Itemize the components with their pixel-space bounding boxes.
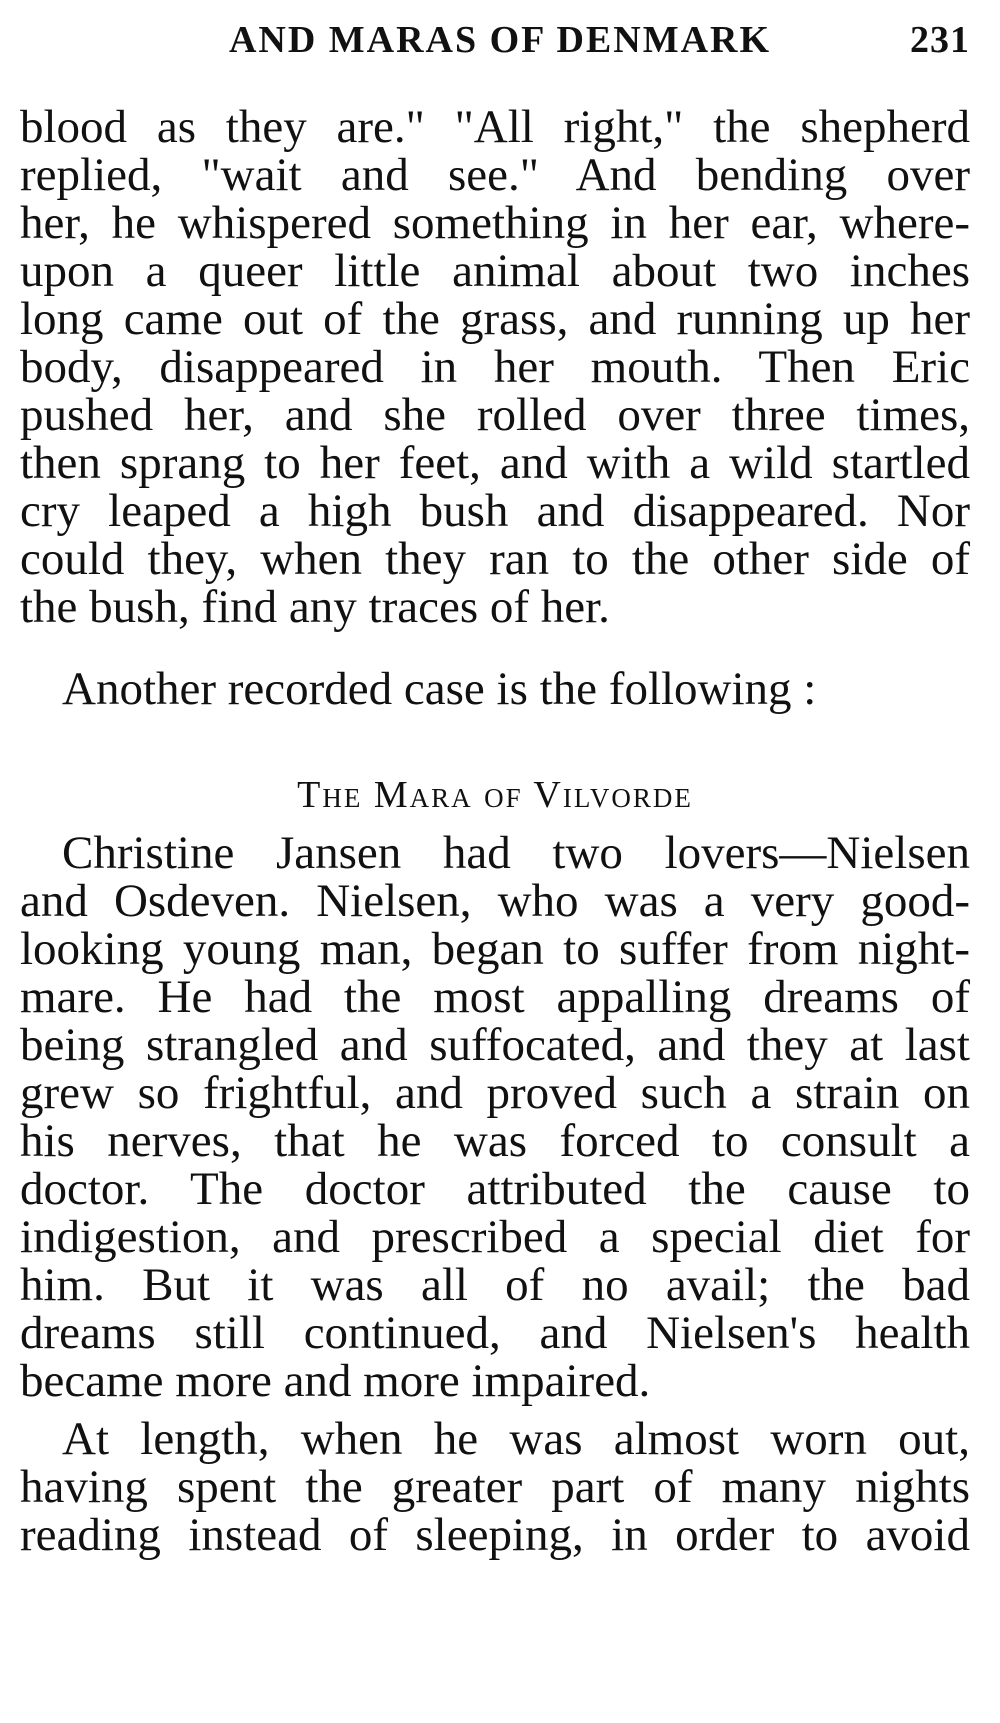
text-line: blood as they are." "All right," the shepherd — [20, 101, 970, 153]
body-text — [20, 103, 970, 1559]
text-line: looking young man, began to suffer from night- — [20, 923, 970, 975]
text-line: body, disappeared in her mouth. Then Eric — [20, 341, 970, 393]
text-line: his nerves, that he was forced to consult a — [20, 1115, 970, 1167]
text-line: indigestion, and prescribed a special diet for — [20, 1211, 970, 1263]
text-line: cry leaped a high bush and disappeared. Nor — [20, 485, 970, 537]
text-line: then sprang to her feet, and with a wild startled — [20, 437, 970, 489]
text-line: upon a queer little animal about two inches — [20, 245, 970, 297]
text-line: long came out of the grass, and running up her — [20, 293, 970, 345]
running-title: AND MARAS OF DENMARK — [228, 19, 772, 61]
text-line: him. But it was all of no avail; the bad — [20, 1259, 970, 1311]
text-line: dreams still continued, and Nielsen's health — [20, 1307, 970, 1359]
text-line: could they, when they ran to the other side of — [20, 533, 970, 585]
text-line: became more and more impaired. — [20, 1355, 651, 1407]
text-line: and Osdeven. Nielsen, who was a very good- — [20, 875, 970, 927]
text-line: At length, when he was almost worn out, — [62, 1413, 970, 1465]
text-line: grew so frightful, and proved such a strain on — [20, 1067, 970, 1119]
text-line: the bush, find any traces of her. — [20, 581, 610, 633]
text-line: pushed her, and she rolled over three times, — [20, 389, 970, 441]
paragraph-story-opening — [20, 829, 970, 1405]
section-title: The Mara of Vilvorde — [297, 774, 693, 816]
running-header — [0, 18, 1000, 88]
text-line: having spent the greater part of many nights — [20, 1461, 970, 1513]
lead-in-sentence: Another recorded case is the following : — [62, 663, 817, 715]
text-line: replied, "wait and see." And bending over — [20, 149, 970, 201]
page-number: 231 — [910, 19, 970, 61]
text-line: doctor. The doctor attributed the cause to — [20, 1163, 970, 1215]
text-line: mare. He had the most appalling dreams of — [20, 971, 970, 1023]
paragraph-continued — [20, 103, 970, 631]
text-line: being strangled and suffocated, and they at last — [20, 1019, 970, 1071]
paragraph-story-continued — [20, 1415, 970, 1559]
text-line: Christine Jansen had two lovers—Nielsen — [62, 827, 970, 879]
text-line: reading instead of sleeping, in order to avoid — [20, 1509, 970, 1561]
text-line: her, he whispered something in her ear, where- — [20, 197, 970, 249]
